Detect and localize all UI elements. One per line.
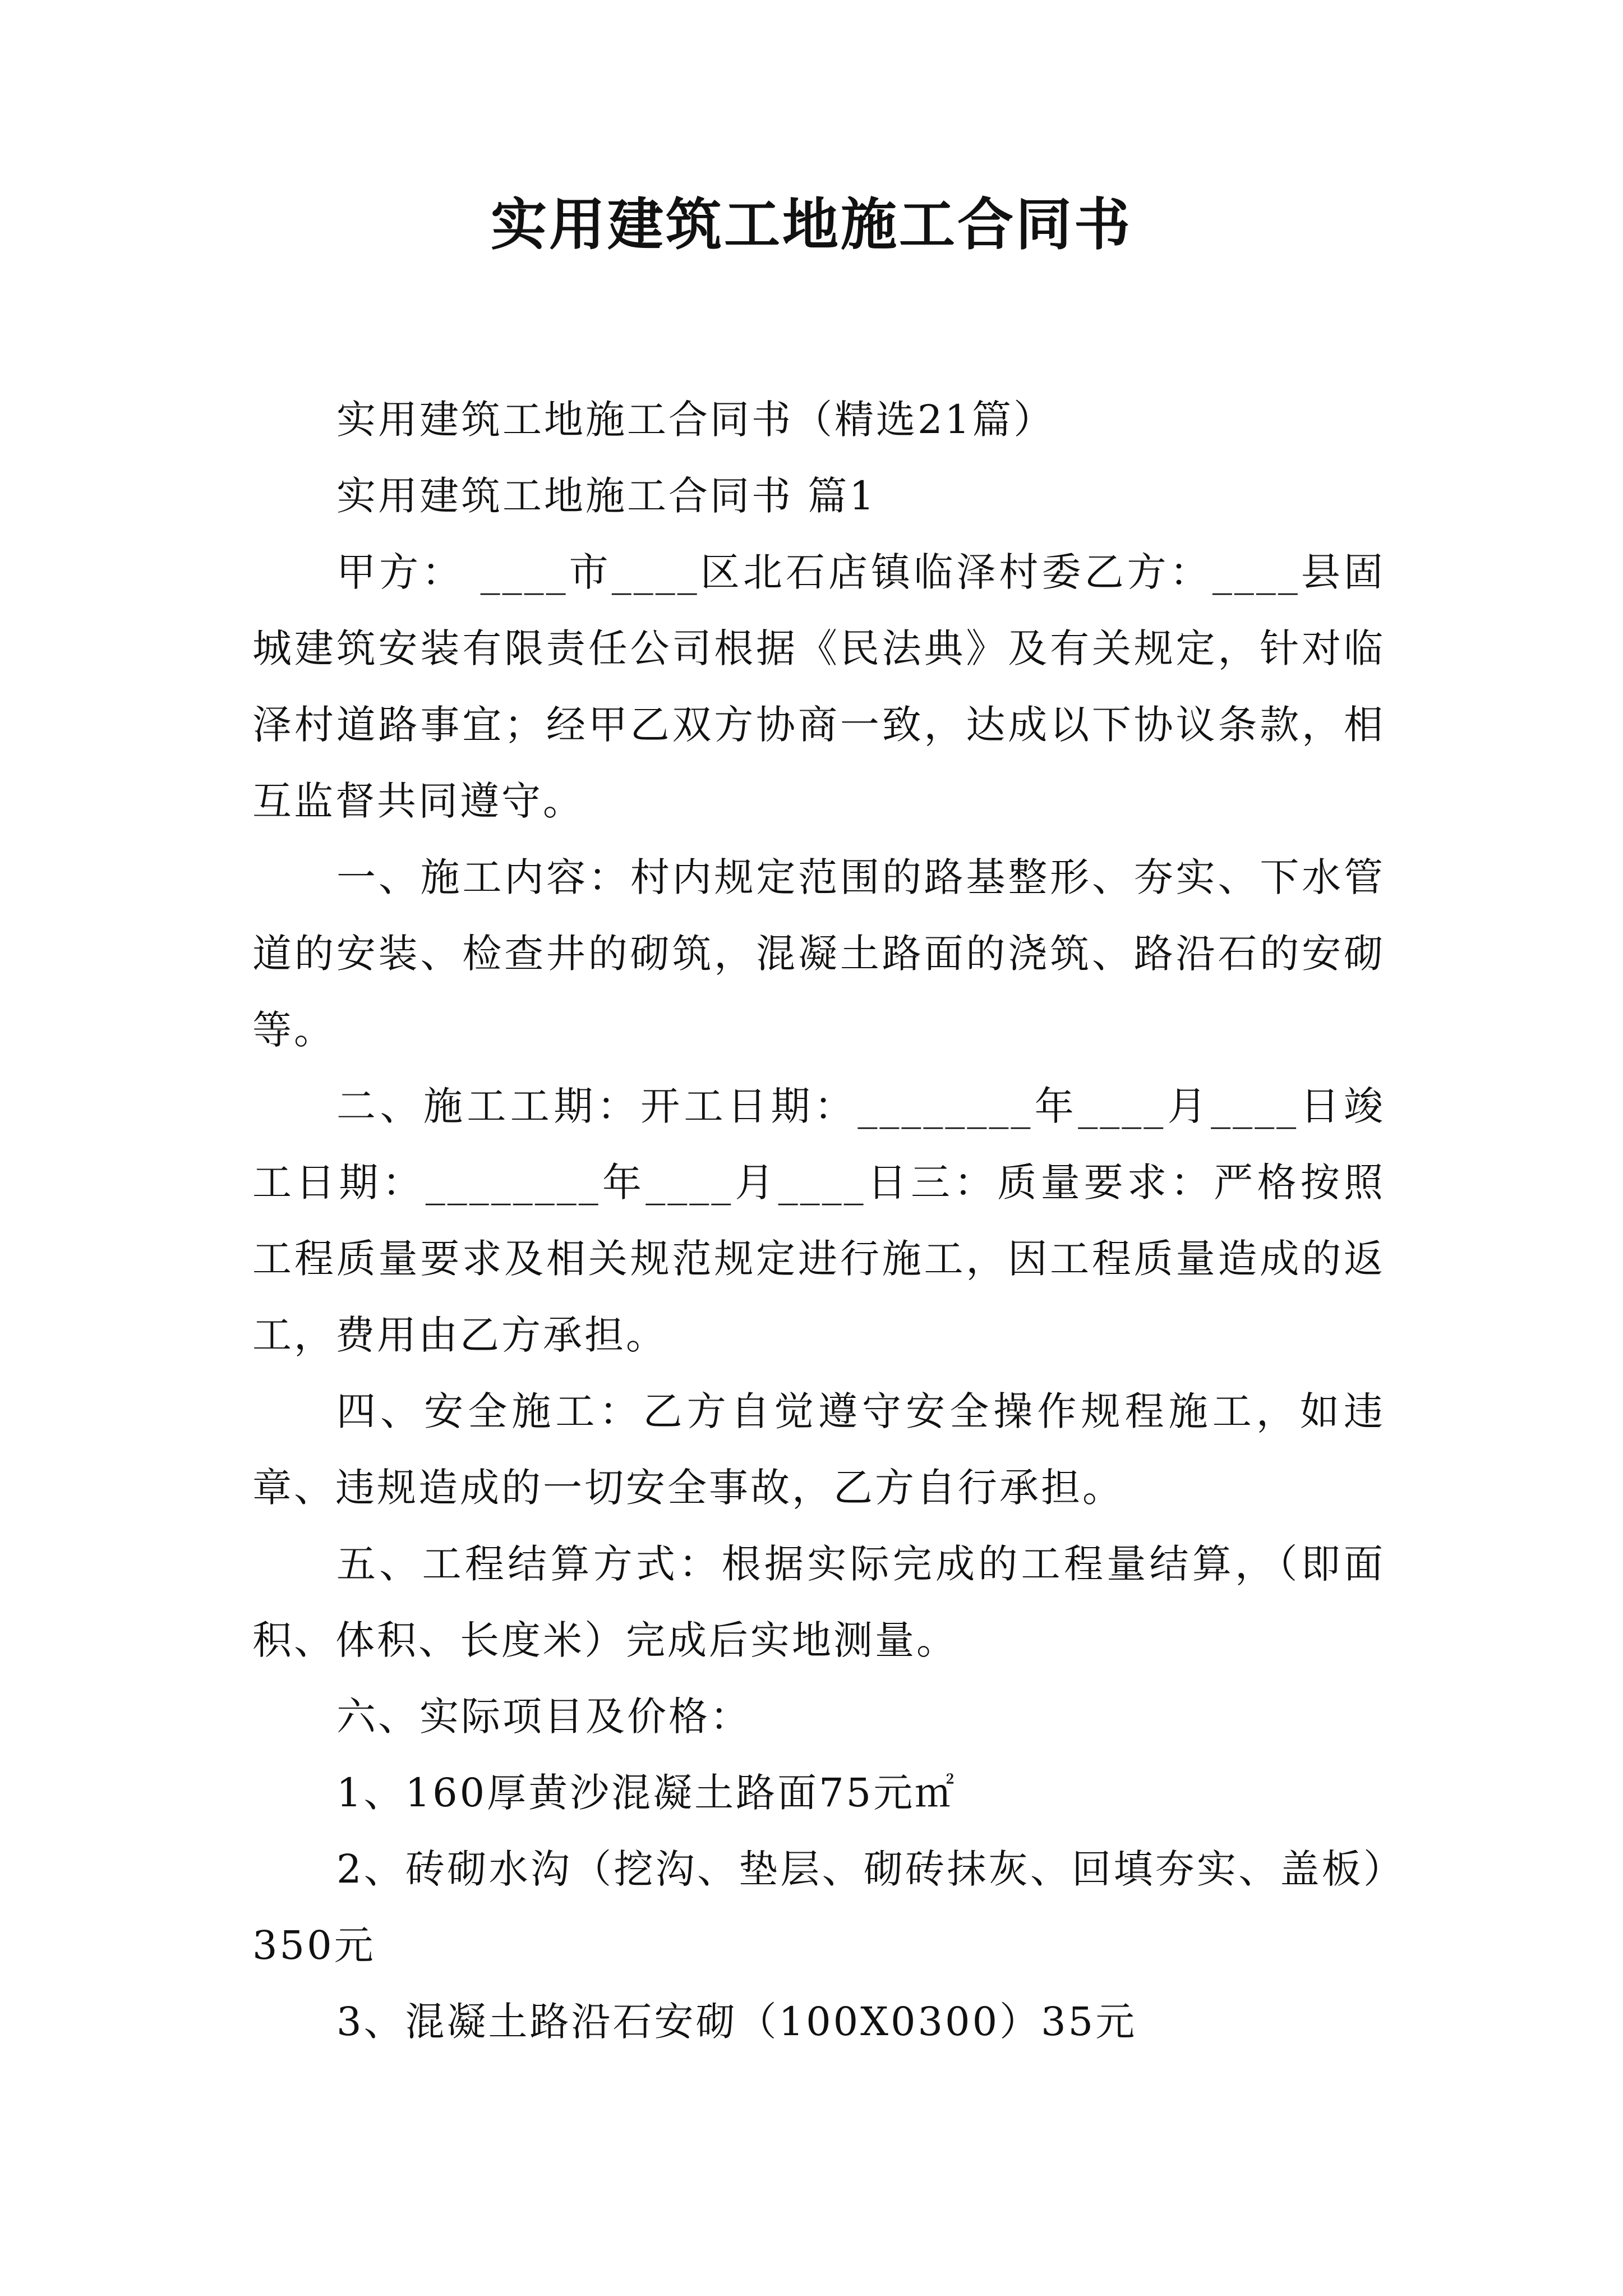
paragraph-item-1: 1、160厚黄沙混凝土路面75元㎡ [336, 1770, 957, 1816]
paragraph-construction-content: 一、施工内容：村内规定范围的路基整形、夯实、下水管道的安装、检查井的砌筑，混凝土路面的浇筑、路沿石的安砌等。 [252, 854, 1385, 1053]
paragraph-items-heading: 六、实际项目及价格： [336, 1694, 751, 1740]
paragraph-item-3: 3、混凝土路沿石安砌（100X0300）35元 [336, 1999, 1137, 2045]
paragraph-construction-period: 二、施工工期：开工日期：________年____月____日竣工日期：________年____月____日三：质量要求：严格按照工程质量要求及相关规范规定进行施工，因工程质量造成的返工，费用由乙方承担。 [252, 1083, 1385, 1358]
document-title: 实用建筑工地施工合同书 [491, 191, 1132, 257]
paragraph-section-heading: 实用建筑工地施工合同书 篇1 [336, 473, 877, 519]
paragraph-safety: 四、安全施工：乙方自觉遵守安全操作规程施工，如违章、违规造成的一切安全事故，乙方自行承担。 [252, 1388, 1385, 1511]
document-body [252, 381, 1385, 2060]
paragraph-item-2: 2、砖砌水沟（挖沟、垫层、砌砖抹灰、回填夯实、盖板）350元 [252, 1846, 1385, 1968]
paragraph-subtitle: 实用建筑工地施工合同书（精选21篇） [336, 397, 1055, 443]
paragraph-settlement: 五、工程结算方式：根据实际完成的工程量结算，（即面积、体积、长度米）完成后实地测量。 [252, 1541, 1385, 1663]
paragraph-parties: 甲方： ____市____区北石店镇临泽村委乙方：____县固城建筑安装有限责任公司根据《民法典》及有关规定，针对临泽村道路事宜；经甲乙双方协商一致，达成以下协议条款，相互监督共同遵守。 [252, 549, 1385, 824]
